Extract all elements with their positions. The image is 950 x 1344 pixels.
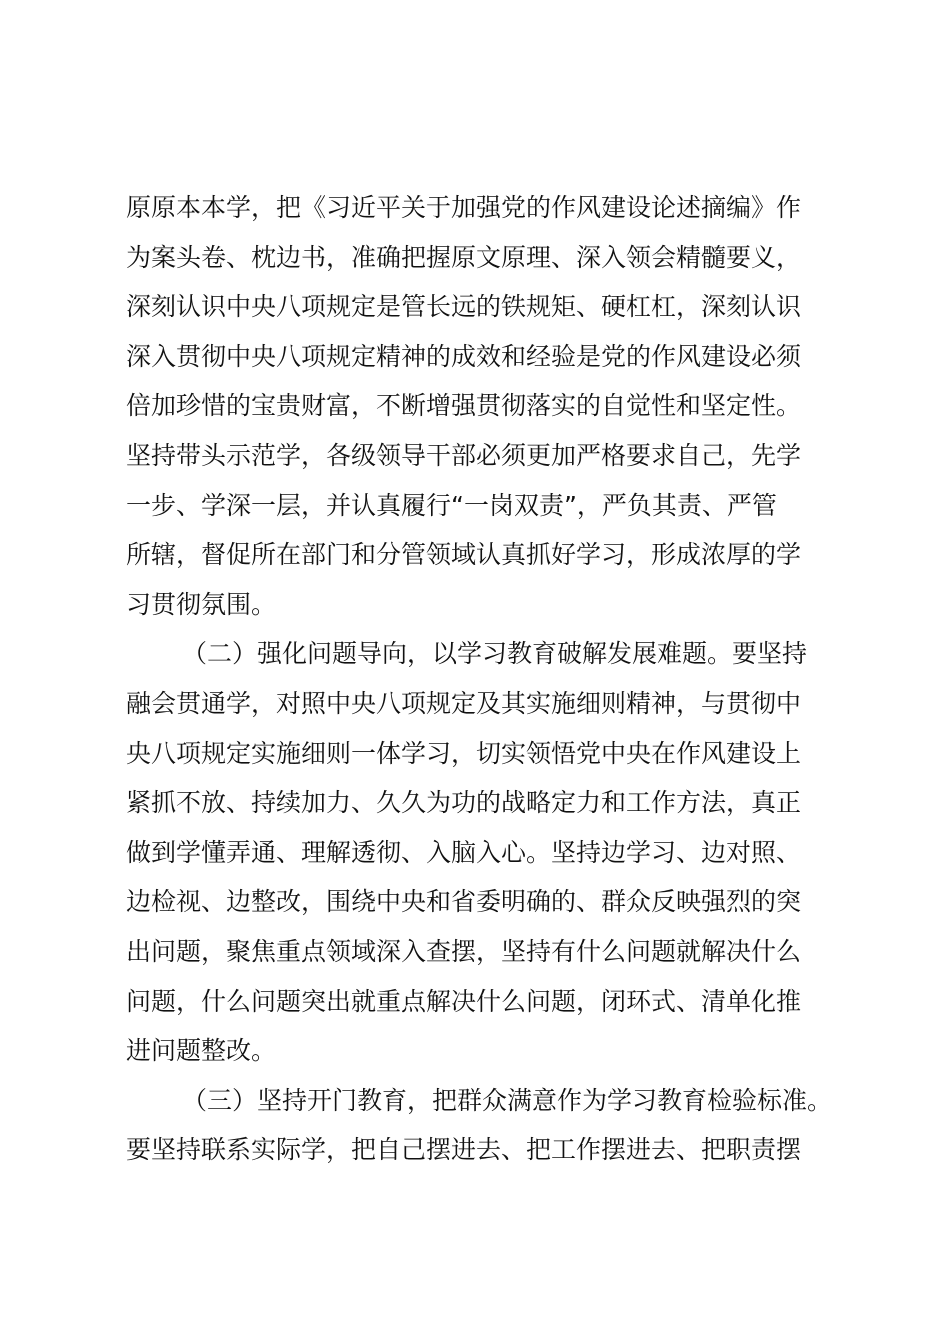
text-line: 深入贯彻中央八项规定精神的成效和经验是党的作风建设必须 bbox=[126, 341, 802, 371]
text-line: 进问题整改。 bbox=[126, 1036, 277, 1066]
text-line: 倍加珍惜的宝贵财富，不断增强贯彻落实的自觉性和坚定性。 bbox=[126, 391, 802, 421]
text-line: 融会贯通学，对照中央八项规定及其实施细则精神，与贯彻中 bbox=[126, 688, 802, 718]
text-line: 做到学懂弄通、理解透彻、入脑入心。坚持边学习、边对照、 bbox=[126, 837, 802, 867]
section-heading-line: （三）坚持开门教育，把群众满意作为学习教育检验标准。 bbox=[182, 1085, 833, 1115]
text-line: 深刻认识中央八项规定是管长远的铁规矩、硬杠杠，深刻认识 bbox=[126, 292, 802, 322]
text-line: 一步、学深一层，并认真履行“一岗双责”，严负其责、严管 bbox=[126, 490, 777, 520]
text-line: 出问题，聚焦重点领域深入查摆，坚持有什么问题就解决什么 bbox=[126, 936, 802, 966]
text-line: 坚持带头示范学，各级领导干部必须更加严格要求自己，先学 bbox=[126, 440, 802, 470]
text-line: 要坚持联系实际学，把自己摆进去、把工作摆进去、把职责摆 bbox=[126, 1135, 802, 1165]
text-line: 紧抓不放、持续加力、久久为功的战略定力和工作方法，真正 bbox=[126, 788, 802, 818]
text-line: 边检视、边整改，围绕中央和省委明确的、群众反映强烈的突 bbox=[126, 887, 802, 917]
text-line: 央八项规定实施细则一体学习，切实领悟党中央在作风建设上 bbox=[126, 738, 802, 768]
section-heading-line: （二）强化问题导向，以学习教育破解发展难题。要坚持 bbox=[182, 639, 808, 669]
text-line: 所辖，督促所在部门和分管领域认真抓好学习，形成浓厚的学 bbox=[126, 540, 802, 570]
text-line: 原原本本学，把《习近平关于加强党的作风建设论述摘编》作 bbox=[126, 193, 802, 222]
text-line: 习贯彻氛围。 bbox=[126, 589, 277, 619]
text-line: 为案头卷、枕边书，准确把握原文原理、深入领会精髓要义， bbox=[126, 242, 802, 272]
text-line: 问题，什么问题突出就重点解决什么问题，闭环式、清单化推 bbox=[126, 986, 802, 1016]
body-text bbox=[126, 183, 846, 1175]
